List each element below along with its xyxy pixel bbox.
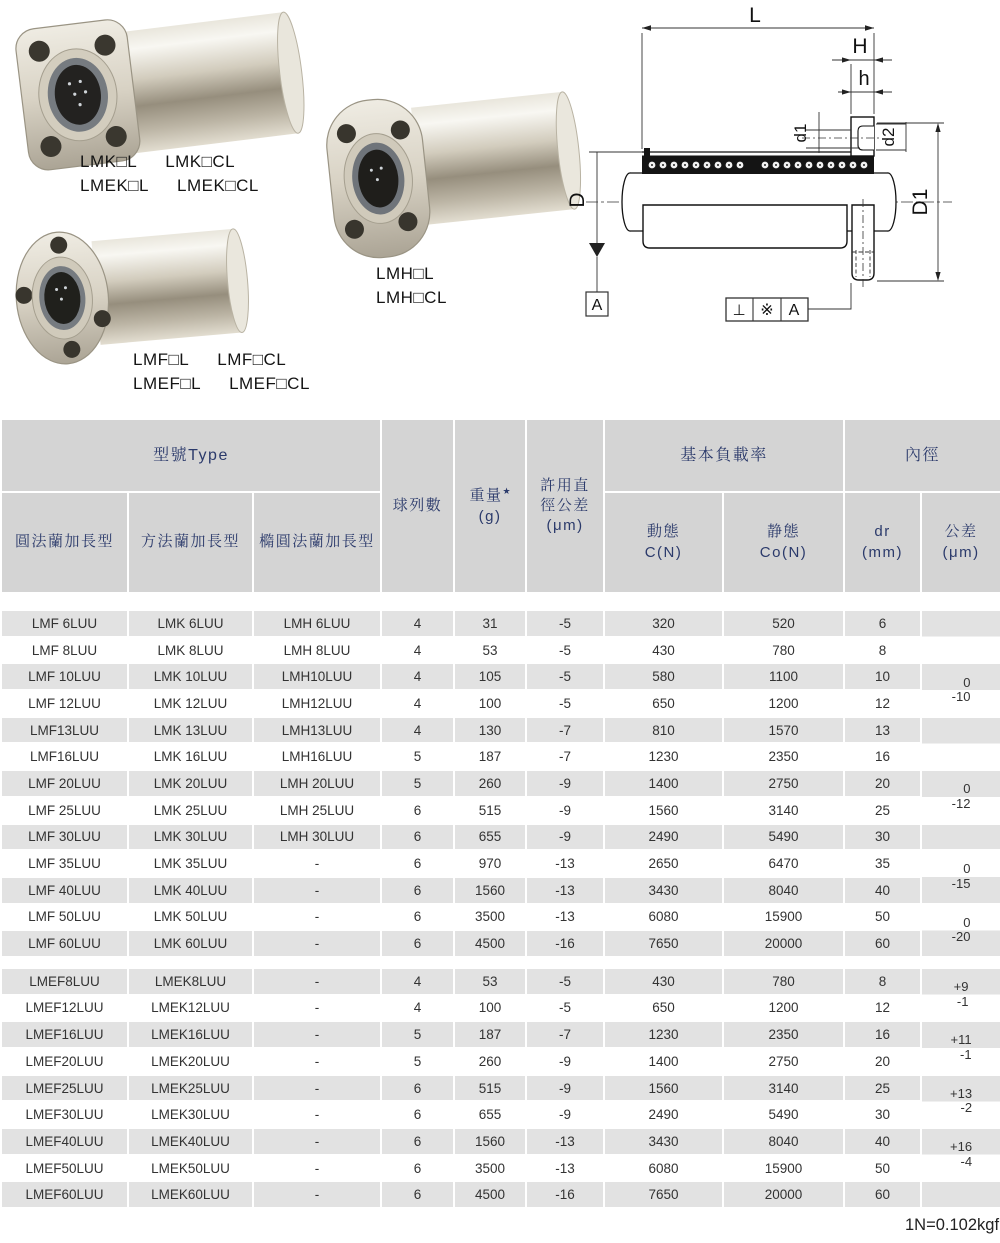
table-row (1, 770, 1000, 797)
cell-ball-rows: 5 (381, 1021, 454, 1048)
cell-bore-dr: 12 (844, 690, 921, 717)
cell-static-load: 1100 (723, 663, 844, 690)
cell-shaft-od-tolerance: 0 -20 (921, 904, 1000, 957)
cell-perm-dia-tol: -9 (526, 770, 604, 797)
cell-square-model: LMEK20LUU (128, 1048, 253, 1075)
cell-round-model: LMEF60LUU (1, 1181, 128, 1208)
cell-perm-dia-tol: -5 (526, 995, 604, 1022)
cell-dynamic-load: 6080 (604, 904, 723, 931)
cell-oval-model: - (253, 1155, 381, 1182)
square-flange-model-labels (80, 150, 259, 198)
fcf-datum-ref-label: A (788, 302, 800, 319)
table-row (1, 1021, 1000, 1048)
cell-ball-rows: 6 (381, 850, 454, 877)
cell-ball-rows: 6 (381, 877, 454, 904)
cell-dynamic-load: 1230 (604, 1021, 723, 1048)
section-gap (1, 957, 1000, 968)
cell-round-model: LMF 35LUU (1, 850, 128, 877)
cross-section-drawing (566, 4, 952, 321)
cell-ball-rows: 4 (381, 717, 454, 744)
header-static-load: 静態 Co(N) (723, 492, 844, 593)
cell-bore-dr: 25 (844, 1075, 921, 1102)
cell-shaft-od-tolerance: +13 -2 (921, 1075, 1000, 1128)
model-label: LMF□CL (217, 350, 287, 369)
cell-ball-rows: 4 (381, 690, 454, 717)
cell-static-load: 780 (723, 637, 844, 664)
dim-L-label: L (749, 4, 761, 27)
cell-oval-model: - (253, 968, 381, 995)
cell-square-model: LMK 10LUU (128, 663, 253, 690)
header-weight: 重量★ (g) (454, 419, 526, 593)
cell-oval-model: - (253, 995, 381, 1022)
cell-perm-dia-tol: -9 (526, 824, 604, 851)
table-row (1, 877, 1000, 904)
cell-oval-model: - (253, 877, 381, 904)
cell-dynamic-load: 3430 (604, 1128, 723, 1155)
cell-bore-dr: 25 (844, 797, 921, 824)
cell-square-model: LMEK40LUU (128, 1128, 253, 1155)
cell-bore-dr: 40 (844, 877, 921, 904)
cell-dynamic-load: 1400 (604, 770, 723, 797)
cell-weight-g: 260 (454, 1048, 526, 1075)
cell-oval-model: LMH12LUU (253, 690, 381, 717)
cell-bore-dr: 16 (844, 743, 921, 770)
cell-round-model: LMEF40LUU (1, 1128, 128, 1155)
cell-perm-dia-tol: -5 (526, 690, 604, 717)
model-label: LMK□CL (165, 152, 236, 171)
cell-bore-dr: 60 (844, 1181, 921, 1208)
cell-ball-rows: 4 (381, 637, 454, 664)
header-perm-dia-tol: 許用直 徑公差 (μm) (526, 419, 604, 593)
cell-bore-dr: 50 (844, 1155, 921, 1182)
dim-D-label: D (566, 192, 589, 208)
cell-oval-model: LMH 6LUU (253, 610, 381, 637)
header-bore-group: 內徑 (844, 419, 1000, 492)
cell-static-load: 1200 (723, 690, 844, 717)
cell-static-load: 15900 (723, 904, 844, 931)
cell-shaft-od-tolerance: +16 -4 (921, 1128, 1000, 1181)
cell-ball-rows: 6 (381, 797, 454, 824)
cell-weight-g: 3500 (454, 904, 526, 931)
cell-round-model: LMEF12LUU (1, 995, 128, 1022)
cell-bore-dr: 13 (844, 717, 921, 744)
table-row (1, 690, 1000, 717)
cell-weight-g: 100 (454, 690, 526, 717)
reference-mark-icon: ※ (760, 302, 774, 319)
cell-shaft-od-tolerance (921, 1181, 1000, 1208)
unit-conversion-note: 1N=0.102kgf (905, 1216, 1000, 1234)
table-row (1, 1128, 1000, 1155)
cell-weight-g: 515 (454, 1075, 526, 1102)
cell-weight-g: 105 (454, 663, 526, 690)
cell-dynamic-load: 810 (604, 717, 723, 744)
table-row (1, 904, 1000, 931)
cell-weight-g: 515 (454, 797, 526, 824)
cell-weight-g: 3500 (454, 1155, 526, 1182)
cell-ball-rows: 6 (381, 1181, 454, 1208)
cell-ball-rows: 6 (381, 1075, 454, 1102)
cell-round-model: LMEF30LUU (1, 1101, 128, 1128)
table-row (1, 610, 1000, 637)
cell-ball-rows: 5 (381, 1048, 454, 1075)
cell-weight-g: 187 (454, 1021, 526, 1048)
cell-static-load: 15900 (723, 1155, 844, 1182)
cell-square-model: LMK 8LUU (128, 637, 253, 664)
cell-ball-rows: 6 (381, 1101, 454, 1128)
cell-perm-dia-tol: -9 (526, 797, 604, 824)
cell-ball-rows: 4 (381, 995, 454, 1022)
cell-dynamic-load: 2650 (604, 850, 723, 877)
cell-bore-dr: 40 (844, 1128, 921, 1155)
spec-table (0, 418, 1000, 1209)
cell-round-model: LMF 60LUU (1, 930, 128, 957)
cell-shaft-od-tolerance: 0 -10 (921, 663, 1000, 716)
cell-shaft-od-tolerance: 0 -12 (921, 770, 1000, 823)
cell-weight-g: 53 (454, 637, 526, 664)
table-section-1 (1, 610, 1000, 957)
table-row (1, 717, 1000, 744)
cell-square-model: LMK 13LUU (128, 717, 253, 744)
cell-round-model: LMF 6LUU (1, 610, 128, 637)
cell-static-load: 3140 (723, 1075, 844, 1102)
table-row (1, 1181, 1000, 1208)
datum-a-label: A (591, 297, 603, 314)
cell-perm-dia-tol: -16 (526, 1181, 604, 1208)
dim-d2-label: d2 (879, 127, 898, 147)
cell-static-load: 2350 (723, 743, 844, 770)
table-row (1, 850, 1000, 877)
cell-dynamic-load: 320 (604, 610, 723, 637)
cell-round-model: LMEF8LUU (1, 968, 128, 995)
cell-round-model: LMF16LUU (1, 743, 128, 770)
square-flange-bushing-photo (14, 0, 310, 172)
header-ball-rows: 球列數 (381, 419, 454, 593)
cell-dynamic-load: 1560 (604, 797, 723, 824)
cell-round-model: LMF 30LUU (1, 824, 128, 851)
cell-dynamic-load: 3430 (604, 877, 723, 904)
star-icon: ★ (502, 486, 511, 497)
cell-round-model: LMEF25LUU (1, 1075, 128, 1102)
cell-static-load: 6470 (723, 850, 844, 877)
table-row (1, 663, 1000, 690)
cell-square-model: LMK 50LUU (128, 904, 253, 931)
cell-perm-dia-tol: -9 (526, 1075, 604, 1102)
cell-square-model: LMEK60LUU (128, 1181, 253, 1208)
cell-oval-model: LMH 25LUU (253, 797, 381, 824)
cell-oval-model: - (253, 1181, 381, 1208)
cell-perm-dia-tol: -7 (526, 717, 604, 744)
cell-round-model: LMF 10LUU (1, 663, 128, 690)
header-round-flange-col: 圓法蘭加長型 (1, 492, 128, 593)
cell-dynamic-load: 650 (604, 690, 723, 717)
cell-dynamic-load: 7650 (604, 930, 723, 957)
model-label: LMK□L (80, 152, 138, 171)
cell-weight-g: 53 (454, 968, 526, 995)
model-label: LMF□L (133, 350, 190, 369)
cell-perm-dia-tol: -13 (526, 877, 604, 904)
cell-static-load: 1200 (723, 995, 844, 1022)
cell-dynamic-load: 7650 (604, 1181, 723, 1208)
cell-bore-dr: 10 (844, 663, 921, 690)
cell-dynamic-load: 2490 (604, 1101, 723, 1128)
cell-dynamic-load: 1230 (604, 743, 723, 770)
model-label: LMEF□L (133, 374, 202, 393)
model-label: LMH□CL (376, 288, 447, 307)
cell-ball-rows: 5 (381, 743, 454, 770)
cell-square-model: LMEK16LUU (128, 1021, 253, 1048)
cell-static-load: 8040 (723, 1128, 844, 1155)
oval-flange-model-labels (376, 262, 447, 310)
cell-perm-dia-tol: -7 (526, 1021, 604, 1048)
cell-weight-g: 1560 (454, 877, 526, 904)
header-bore-dr: dr (mm) (844, 492, 921, 593)
cell-square-model: LMK 35LUU (128, 850, 253, 877)
cell-dynamic-load: 6080 (604, 1155, 723, 1182)
cell-weight-g: 4500 (454, 1181, 526, 1208)
cell-static-load: 5490 (723, 1101, 844, 1128)
table-row (1, 1101, 1000, 1128)
cell-weight-g: 260 (454, 770, 526, 797)
table-row (1, 824, 1000, 851)
cell-static-load: 2750 (723, 1048, 844, 1075)
table-row (1, 1155, 1000, 1182)
cell-square-model: LMEK12LUU (128, 995, 253, 1022)
cell-round-model: LMEF16LUU (1, 1021, 128, 1048)
table-section-2 (1, 968, 1000, 1208)
cell-oval-model: LMH 30LUU (253, 824, 381, 851)
cell-ball-rows: 6 (381, 824, 454, 851)
table-row (1, 743, 1000, 770)
cell-bore-dr: 8 (844, 637, 921, 664)
cell-round-model: LMF 50LUU (1, 904, 128, 931)
cell-square-model: LMK 30LUU (128, 824, 253, 851)
cell-weight-g: 1560 (454, 1128, 526, 1155)
cell-round-model: LMEF20LUU (1, 1048, 128, 1075)
cell-ball-rows: 4 (381, 663, 454, 690)
cell-oval-model: - (253, 1075, 381, 1102)
spec-table-area (0, 418, 1000, 1209)
cell-bore-dr: 35 (844, 850, 921, 877)
cell-oval-model: LMH 8LUU (253, 637, 381, 664)
cell-ball-rows: 6 (381, 904, 454, 931)
cell-round-model: LMF 8LUU (1, 637, 128, 664)
cell-bore-dr: 30 (844, 1101, 921, 1128)
cell-oval-model: - (253, 850, 381, 877)
cell-perm-dia-tol: -5 (526, 637, 604, 664)
cell-static-load: 20000 (723, 1181, 844, 1208)
model-label: LMEK□CL (177, 176, 259, 195)
cell-bore-dr: 8 (844, 968, 921, 995)
table-row (1, 995, 1000, 1022)
cell-round-model: LMF 12LUU (1, 690, 128, 717)
cell-square-model: LMK 25LUU (128, 797, 253, 824)
cell-square-model: LMEK25LUU (128, 1075, 253, 1102)
cell-ball-rows: 4 (381, 610, 454, 637)
cell-square-model: LMK 6LUU (128, 610, 253, 637)
cell-weight-g: 655 (454, 1101, 526, 1128)
cell-bore-dr: 16 (844, 1021, 921, 1048)
cell-perm-dia-tol: -5 (526, 663, 604, 690)
cell-static-load: 520 (723, 610, 844, 637)
dim-h-label: h (858, 68, 870, 90)
round-flange-model-labels (133, 348, 310, 396)
cell-oval-model: - (253, 930, 381, 957)
cell-square-model: LMK 12LUU (128, 690, 253, 717)
cell-static-load: 1570 (723, 717, 844, 744)
cell-perm-dia-tol: -7 (526, 743, 604, 770)
cell-shaft-od-tolerance (921, 824, 1000, 851)
cell-perm-dia-tol: -5 (526, 968, 604, 995)
header-type-group: 型號Type (1, 419, 381, 492)
cell-perm-dia-tol: -13 (526, 1128, 604, 1155)
header-gap (1, 593, 1000, 610)
model-label: LMEF□CL (229, 374, 310, 393)
cell-oval-model: LMH10LUU (253, 663, 381, 690)
round-flange-bushing-photo (10, 216, 253, 368)
cell-round-model: LMF 25LUU (1, 797, 128, 824)
cell-bore-dr: 6 (844, 610, 921, 637)
cell-ball-rows: 5 (381, 770, 454, 797)
cell-square-model: LMEK50LUU (128, 1155, 253, 1182)
header-square-flange-col: 方法蘭加長型 (128, 492, 253, 593)
cell-static-load: 2750 (723, 770, 844, 797)
cell-bore-dr: 12 (844, 995, 921, 1022)
cell-bore-dr: 20 (844, 1048, 921, 1075)
header-bore-tol: 公差 (μm) (921, 492, 1000, 593)
cell-shaft-od-tolerance: +9 -1 (921, 968, 1000, 1021)
cell-oval-model: - (253, 1048, 381, 1075)
cell-perm-dia-tol: -5 (526, 610, 604, 637)
table-row (1, 968, 1000, 995)
cell-static-load: 780 (723, 968, 844, 995)
cell-perm-dia-tol: -13 (526, 850, 604, 877)
cell-round-model: LMF13LUU (1, 717, 128, 744)
cell-round-model: LMEF50LUU (1, 1155, 128, 1182)
cell-static-load: 8040 (723, 877, 844, 904)
cell-round-model: LMF 20LUU (1, 770, 128, 797)
header-load-group: 基本負載率 (604, 419, 844, 492)
dim-d1-label: d1 (791, 123, 810, 143)
cell-weight-g: 970 (454, 850, 526, 877)
cell-perm-dia-tol: -9 (526, 1048, 604, 1075)
cell-oval-model: LMH 20LUU (253, 770, 381, 797)
cell-ball-rows: 6 (381, 1128, 454, 1155)
cell-shaft-od-tolerance (921, 717, 1000, 770)
cell-weight-g: 130 (454, 717, 526, 744)
oval-flange-bushing-photo (322, 79, 588, 262)
cell-square-model: LMK 16LUU (128, 743, 253, 770)
cell-square-model: LMK 60LUU (128, 930, 253, 957)
cell-ball-rows: 6 (381, 930, 454, 957)
cell-static-load: 5490 (723, 824, 844, 851)
cell-perm-dia-tol: -13 (526, 1155, 604, 1182)
table-row (1, 1075, 1000, 1102)
cell-dynamic-load: 2490 (604, 824, 723, 851)
table-row (1, 637, 1000, 664)
cell-weight-g: 4500 (454, 930, 526, 957)
cell-weight-g: 655 (454, 824, 526, 851)
cell-oval-model: LMH16LUU (253, 743, 381, 770)
cell-shaft-od-tolerance (921, 610, 1000, 663)
cell-dynamic-load: 430 (604, 637, 723, 664)
cell-dynamic-load: 1400 (604, 1048, 723, 1075)
table-row (1, 1048, 1000, 1075)
header-dynamic-load: 動態 C(N) (604, 492, 723, 593)
cell-dynamic-load: 650 (604, 995, 723, 1022)
cell-perm-dia-tol: -13 (526, 904, 604, 931)
cell-shaft-od-tolerance: 0 -15 (921, 850, 1000, 903)
cell-oval-model: - (253, 904, 381, 931)
cell-dynamic-load: 1560 (604, 1075, 723, 1102)
model-label: LMH□L (376, 264, 435, 283)
cell-perm-dia-tol: -16 (526, 930, 604, 957)
cell-oval-model: - (253, 1128, 381, 1155)
cell-bore-dr: 60 (844, 930, 921, 957)
cell-bore-dr: 50 (844, 904, 921, 931)
cell-perm-dia-tol: -9 (526, 1101, 604, 1128)
cell-static-load: 2350 (723, 1021, 844, 1048)
cell-dynamic-load: 430 (604, 968, 723, 995)
dim-H-label: H (852, 35, 868, 58)
dim-D1-label: D1 (909, 188, 932, 216)
cell-weight-g: 100 (454, 995, 526, 1022)
cell-weight-g: 187 (454, 743, 526, 770)
cell-shaft-od-tolerance: +11 -1 (921, 1021, 1000, 1074)
table-row (1, 930, 1000, 957)
cell-bore-dr: 20 (844, 770, 921, 797)
cell-square-model: LMEK8LUU (128, 968, 253, 995)
cell-bore-dr: 30 (844, 824, 921, 851)
cell-square-model: LMEK30LUU (128, 1101, 253, 1128)
perpendicularity-icon: ⊥ (732, 302, 746, 319)
model-label: LMEK□L (80, 176, 150, 195)
cell-square-model: LMK 20LUU (128, 770, 253, 797)
cell-static-load: 20000 (723, 930, 844, 957)
cell-dynamic-load: 580 (604, 663, 723, 690)
table-row (1, 797, 1000, 824)
cell-ball-rows: 4 (381, 968, 454, 995)
cell-round-model: LMF 40LUU (1, 877, 128, 904)
cell-oval-model: - (253, 1021, 381, 1048)
cell-static-load: 3140 (723, 797, 844, 824)
header-oval-flange-col: 橢圓法蘭加長型 (253, 492, 381, 593)
cell-weight-g: 31 (454, 610, 526, 637)
cell-oval-model: - (253, 1101, 381, 1128)
cell-ball-rows: 6 (381, 1155, 454, 1182)
cell-square-model: LMK 40LUU (128, 877, 253, 904)
cell-oval-model: LMH13LUU (253, 717, 381, 744)
